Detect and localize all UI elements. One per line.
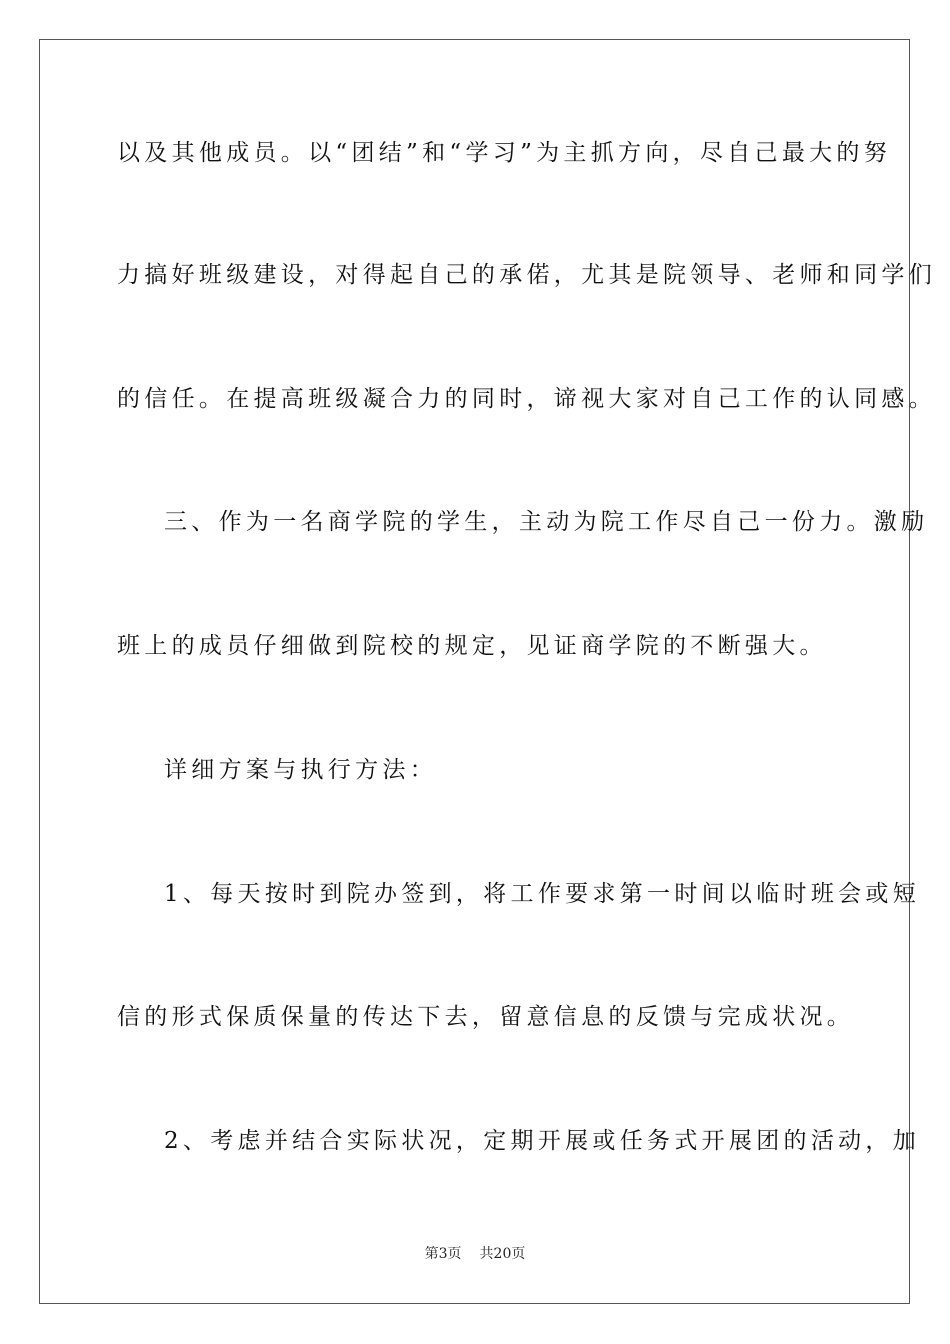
body-text-line: 力搞好班级建设，对得起自己的承偌，尤其是院领导、老师和同学们 bbox=[117, 262, 936, 288]
page-footer bbox=[0, 1245, 950, 1263]
section-heading-line: 详细方案与执行方法： bbox=[164, 757, 437, 783]
page-frame bbox=[39, 39, 910, 1304]
list-item-line: 2、考虑并结合实际状况，定期开展或任务式开展团的活动，加 bbox=[164, 1128, 921, 1154]
paragraph-start-line: 三、作为一名商学院的学生，主动为院工作尽自己一份力。激励 bbox=[164, 509, 929, 535]
list-item-line: 1、每天按时到院办签到，将工作要求第一时间以临时班会或短 bbox=[164, 881, 921, 907]
body-text-line: 信的形式保质保量的传达下去，留意信息的反馈与完成状况。 bbox=[117, 1004, 855, 1030]
page-number: 第3页 bbox=[424, 1246, 462, 1262]
body-text-line: 的信任。在提高班级凝合力的同时，谛视大家对自己工作的认同感。 bbox=[117, 386, 936, 412]
body-text-line: 以及其他成员。以“团结”和“学习”为主抓方向，尽自己最大的努 bbox=[117, 140, 892, 166]
page-total: 共20页 bbox=[479, 1246, 526, 1262]
body-text-line: 班上的成员仔细做到院校的规定，见证商学院的不断强大。 bbox=[117, 633, 827, 659]
